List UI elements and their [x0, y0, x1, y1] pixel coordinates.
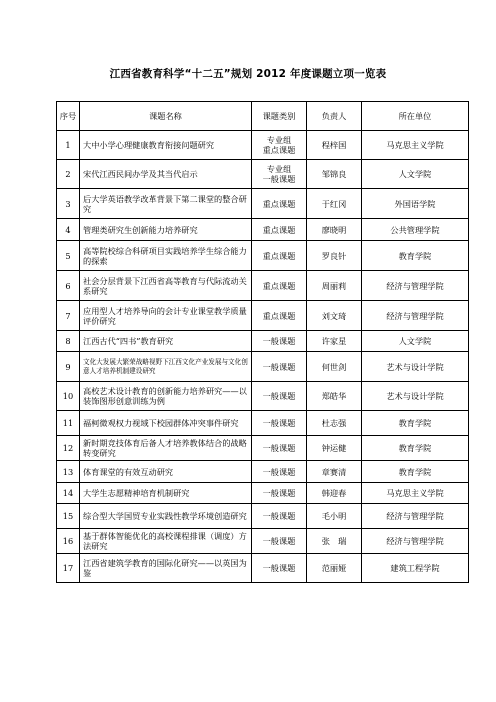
table-row	[57, 189, 469, 219]
table-row	[57, 271, 469, 301]
row-lead: 钟运健	[307, 436, 362, 461]
row-lead: 章赛清	[307, 461, 362, 483]
row-seq: 3	[57, 189, 80, 219]
table-row	[57, 504, 469, 529]
row-seq: 15	[57, 504, 80, 529]
row-unit: 教育学院	[362, 411, 469, 436]
table-row	[57, 331, 469, 352]
row-unit: 经济与管理学院	[362, 271, 469, 301]
row-name: 福柯微观权力视域下校园群体冲突事件研究	[80, 411, 252, 436]
row-name: 江西古代“四书”教育研究	[80, 331, 252, 352]
row-name: 新时期竞技体育后备人才培养教体结合的战略转变研究	[80, 436, 252, 461]
row-name: 文化大发展大繁荣战略视野下江西文化产业发展与文化创意人才培养机制建设研究	[80, 352, 252, 382]
row-lead: 郑皓华	[307, 382, 362, 411]
table-row	[57, 241, 469, 271]
row-seq: 6	[57, 271, 80, 301]
row-unit: 马克思主义学院	[362, 131, 469, 160]
row-seq: 2	[57, 160, 80, 189]
table-row	[57, 483, 469, 504]
table-row	[57, 301, 469, 331]
row-type: 一般课题	[252, 554, 307, 583]
row-unit: 公共管理学院	[362, 219, 469, 241]
row-type: 重点课题	[252, 271, 307, 301]
row-type: 重点课题	[252, 241, 307, 271]
row-lead: 邹锦良	[307, 160, 362, 189]
row-unit: 外国语学院	[362, 189, 469, 219]
row-lead: 廖晓明	[307, 219, 362, 241]
header-name: 课题名称	[80, 102, 252, 131]
table-header-row	[57, 102, 469, 131]
table-row	[57, 131, 469, 160]
table-row	[57, 411, 469, 436]
row-name: 后大学英语教学改革背景下第二课堂的整合研究	[80, 189, 252, 219]
row-seq: 17	[57, 554, 80, 583]
row-lead: 罗良针	[307, 241, 362, 271]
row-name: 高校艺术设计教育的创新能力培养研究——以装饰图形创意训练为例	[80, 382, 252, 411]
row-lead: 许家星	[307, 331, 362, 352]
row-unit: 建筑工程学院	[362, 554, 469, 583]
row-type: 一般课题	[252, 382, 307, 411]
row-seq: 1	[57, 131, 80, 160]
row-lead: 刘文琦	[307, 301, 362, 331]
row-lead: 杜志强	[307, 411, 362, 436]
row-name: 体育课堂的有效互动研究	[80, 461, 252, 483]
table-row	[57, 352, 469, 382]
row-type: 专业组 重点课题	[252, 131, 307, 160]
header-lead: 负责人	[307, 102, 362, 131]
row-seq: 5	[57, 241, 80, 271]
row-unit: 经济与管理学院	[362, 504, 469, 529]
row-unit: 人文学院	[362, 160, 469, 189]
row-type: 重点课题	[252, 301, 307, 331]
row-type: 一般课题	[252, 529, 307, 554]
row-unit: 人文学院	[362, 331, 469, 352]
row-seq: 12	[57, 436, 80, 461]
table-row	[57, 461, 469, 483]
row-type: 一般课题	[252, 331, 307, 352]
header-seq: 序号	[57, 102, 80, 131]
row-lead: 毛小明	[307, 504, 362, 529]
row-lead: 何世剑	[307, 352, 362, 382]
row-lead: 周丽莉	[307, 271, 362, 301]
row-lead: 于红冈	[307, 189, 362, 219]
row-lead: 韩迎春	[307, 483, 362, 504]
document-title: 江西省教育科学“十二五”规划 2012 年度课题立项一览表	[109, 68, 387, 80]
row-seq: 13	[57, 461, 80, 483]
row-lead: 范丽娅	[307, 554, 362, 583]
row-name: 宋代江西民间办学及其当代启示	[80, 160, 252, 189]
table-row	[57, 160, 469, 189]
row-unit: 教育学院	[362, 436, 469, 461]
row-seq: 4	[57, 219, 80, 241]
row-type: 一般课题	[252, 436, 307, 461]
table-row	[57, 382, 469, 411]
table-row	[57, 529, 469, 554]
row-type: 重点课题	[252, 189, 307, 219]
row-seq: 14	[57, 483, 80, 504]
row-seq: 10	[57, 382, 80, 411]
row-unit: 艺术与设计学院	[362, 352, 469, 382]
row-lead: 程梓国	[307, 131, 362, 160]
row-name: 高等院校综合科研项目实践培养学生综合能力的探索	[80, 241, 252, 271]
row-unit: 艺术与设计学院	[362, 382, 469, 411]
row-type: 一般课题	[252, 411, 307, 436]
row-seq: 9	[57, 352, 80, 382]
project-table	[56, 101, 469, 583]
row-type: 一般课题	[252, 504, 307, 529]
row-type: 一般课题	[252, 461, 307, 483]
row-lead: 张 瑞	[307, 529, 362, 554]
row-type: 一般课题	[252, 483, 307, 504]
row-seq: 7	[57, 301, 80, 331]
row-unit: 经济与管理学院	[362, 301, 469, 331]
row-unit: 教育学院	[362, 241, 469, 271]
row-type: 专业组 一般课题	[252, 160, 307, 189]
row-type: 重点课题	[252, 219, 307, 241]
row-seq: 16	[57, 529, 80, 554]
row-name: 大学生志愿精神培育机制研究	[80, 483, 252, 504]
table-row	[57, 436, 469, 461]
row-name: 社会分层背景下江西省高等教育与代际流动关系研究	[80, 271, 252, 301]
header-type: 课题类别	[252, 102, 307, 131]
row-type: 一般课题	[252, 352, 307, 382]
header-unit: 所在单位	[362, 102, 469, 131]
row-name: 综合型大学国贸专业实践性教学环境创造研究	[80, 504, 252, 529]
table-row	[57, 219, 469, 241]
row-unit: 经济与管理学院	[362, 529, 469, 554]
row-unit: 教育学院	[362, 461, 469, 483]
table-row	[57, 554, 469, 583]
row-name: 应用型人才培养导向的会计专业课堂教学质量评价研究	[80, 301, 252, 331]
row-unit: 马克思主义学院	[362, 483, 469, 504]
row-name: 管理类研究生创新能力培养研究	[80, 219, 252, 241]
row-name: 江西省建筑学教育的国际化研究——以英国为鉴	[80, 554, 252, 583]
row-name: 大中小学心理健康教育衔接问题研究	[80, 131, 252, 160]
row-seq: 11	[57, 411, 80, 436]
row-seq: 8	[57, 331, 80, 352]
row-name: 基于群体智能优化的高校课程排课（调度）方法研究	[80, 529, 252, 554]
